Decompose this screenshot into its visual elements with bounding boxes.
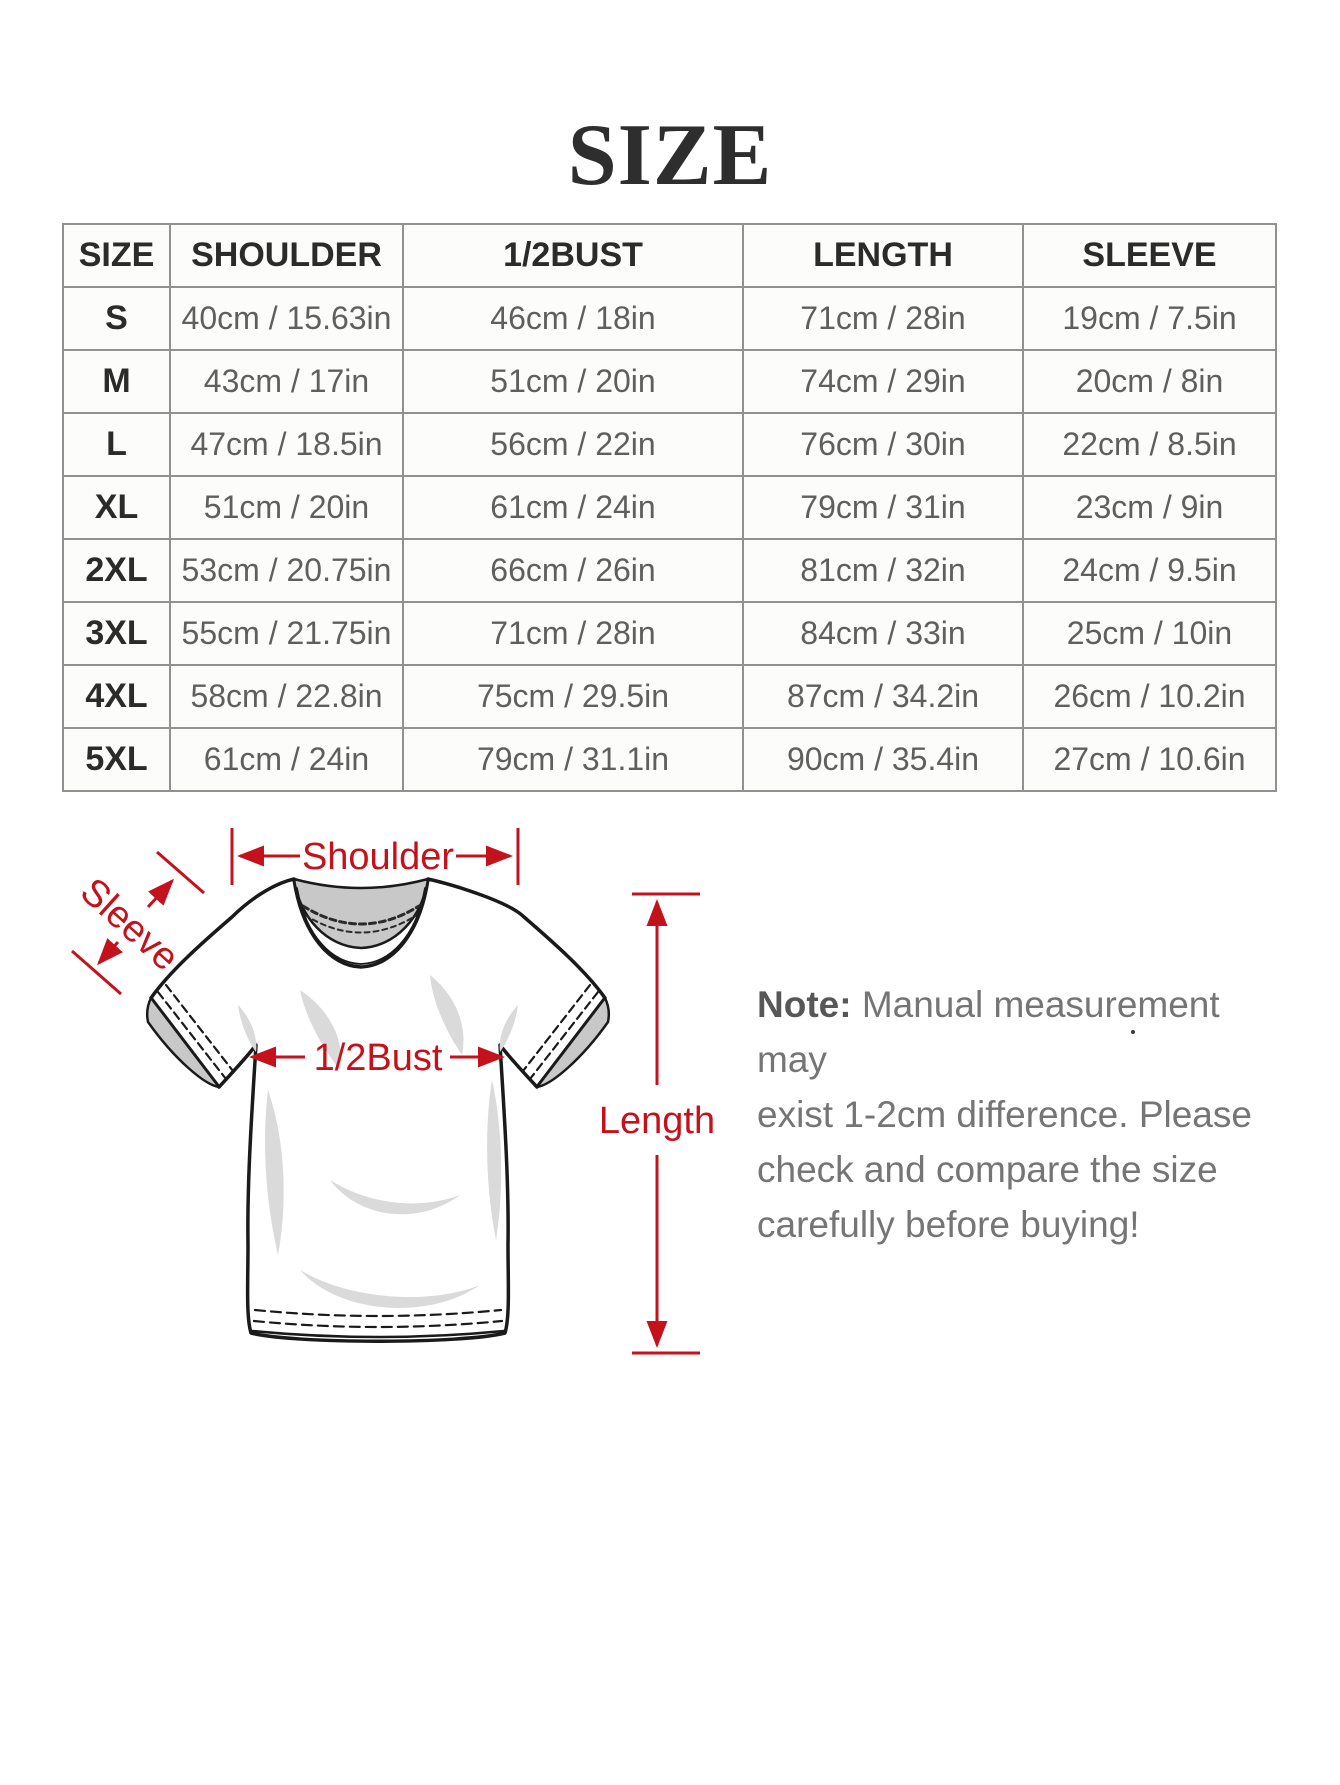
tshirt-outline — [151, 879, 605, 1341]
cell-half-bust: 46cm / 18in — [403, 287, 743, 350]
note-line: check and compare the size — [757, 1149, 1218, 1190]
cell-length: 81cm / 32in — [743, 539, 1023, 602]
cell-sleeve: 25cm / 10in — [1023, 602, 1276, 665]
column-header-sleeve: SLEEVE — [1023, 224, 1276, 287]
size-chart-table — [62, 223, 1277, 792]
shoulder-label: Shoulder — [301, 836, 455, 878]
cell-half-bust: 61cm / 24in — [403, 476, 743, 539]
sleeve-label: Sleeve — [72, 870, 187, 980]
cell-size: XL — [63, 476, 170, 539]
cell-shoulder: 51cm / 20in — [170, 476, 403, 539]
cell-shoulder: 58cm / 22.8in — [170, 665, 403, 728]
cell-length: 90cm / 35.4in — [743, 728, 1023, 791]
cell-half-bust: 71cm / 28in — [403, 602, 743, 665]
cell-half-bust: 56cm / 22in — [403, 413, 743, 476]
cell-half-bust: 75cm / 29.5in — [403, 665, 743, 728]
length-label: Length — [598, 1100, 715, 1142]
table-row — [63, 602, 1276, 665]
note-line-1: Manual measurement may — [757, 984, 1220, 1080]
tshirt-measurement-diagram — [55, 770, 715, 1380]
table-row — [63, 665, 1276, 728]
cell-sleeve: 23cm / 9in — [1023, 476, 1276, 539]
cell-shoulder: 61cm / 24in — [170, 728, 403, 791]
cell-half-bust: 51cm / 20in — [403, 350, 743, 413]
note-line: carefully before buying! — [757, 1204, 1140, 1245]
table-row — [63, 350, 1276, 413]
note-text — [757, 977, 1285, 1252]
cell-sleeve: 26cm / 10.2in — [1023, 665, 1276, 728]
cell-half-bust: 79cm / 31.1in — [403, 728, 743, 791]
cell-half-bust: 66cm / 26in — [403, 539, 743, 602]
table-row — [63, 413, 1276, 476]
cell-length: 79cm / 31in — [743, 476, 1023, 539]
column-header-length: LENGTH — [743, 224, 1023, 287]
cell-length: 84cm / 33in — [743, 602, 1023, 665]
size-table-body — [63, 287, 1276, 791]
cell-length: 76cm / 30in — [743, 413, 1023, 476]
cell-size: 3XL — [63, 602, 170, 665]
cell-shoulder: 53cm / 20.75in — [170, 539, 403, 602]
cell-sleeve: 27cm / 10.6in — [1023, 728, 1276, 791]
note-label: Note: — [757, 984, 852, 1025]
cell-size: L — [63, 413, 170, 476]
cell-sleeve: 20cm / 8in — [1023, 350, 1276, 413]
cell-size: M — [63, 350, 170, 413]
column-header-size: SIZE — [63, 224, 170, 287]
cell-length: 87cm / 34.2in — [743, 665, 1023, 728]
note-line: exist 1-2cm difference. Please — [757, 1094, 1252, 1135]
cell-size: S — [63, 287, 170, 350]
cell-sleeve: 22cm / 8.5in — [1023, 413, 1276, 476]
table-row — [63, 476, 1276, 539]
tshirt-drawing — [147, 879, 609, 1341]
cell-size: 5XL — [63, 728, 170, 791]
cell-length: 74cm / 29in — [743, 350, 1023, 413]
table-header-row — [63, 224, 1276, 287]
ink-speck — [1131, 1030, 1135, 1034]
cell-shoulder: 55cm / 21.75in — [170, 602, 403, 665]
cell-shoulder: 40cm / 15.63in — [170, 287, 403, 350]
cell-size: 2XL — [63, 539, 170, 602]
note-line — [757, 977, 1285, 1087]
page-title: SIZE — [567, 107, 773, 204]
column-header-1-2bust: 1/2BUST — [403, 224, 743, 287]
table-row — [63, 539, 1276, 602]
cell-shoulder: 47cm / 18.5in — [170, 413, 403, 476]
half-bust-label: 1/2Bust — [313, 1037, 443, 1079]
cell-sleeve: 24cm / 9.5in — [1023, 539, 1276, 602]
cell-shoulder: 43cm / 17in — [170, 350, 403, 413]
cell-sleeve: 19cm / 7.5in — [1023, 287, 1276, 350]
table-row — [63, 287, 1276, 350]
cell-length: 71cm / 28in — [743, 287, 1023, 350]
column-header-shoulder: SHOULDER — [170, 224, 403, 287]
cell-size: 4XL — [63, 665, 170, 728]
